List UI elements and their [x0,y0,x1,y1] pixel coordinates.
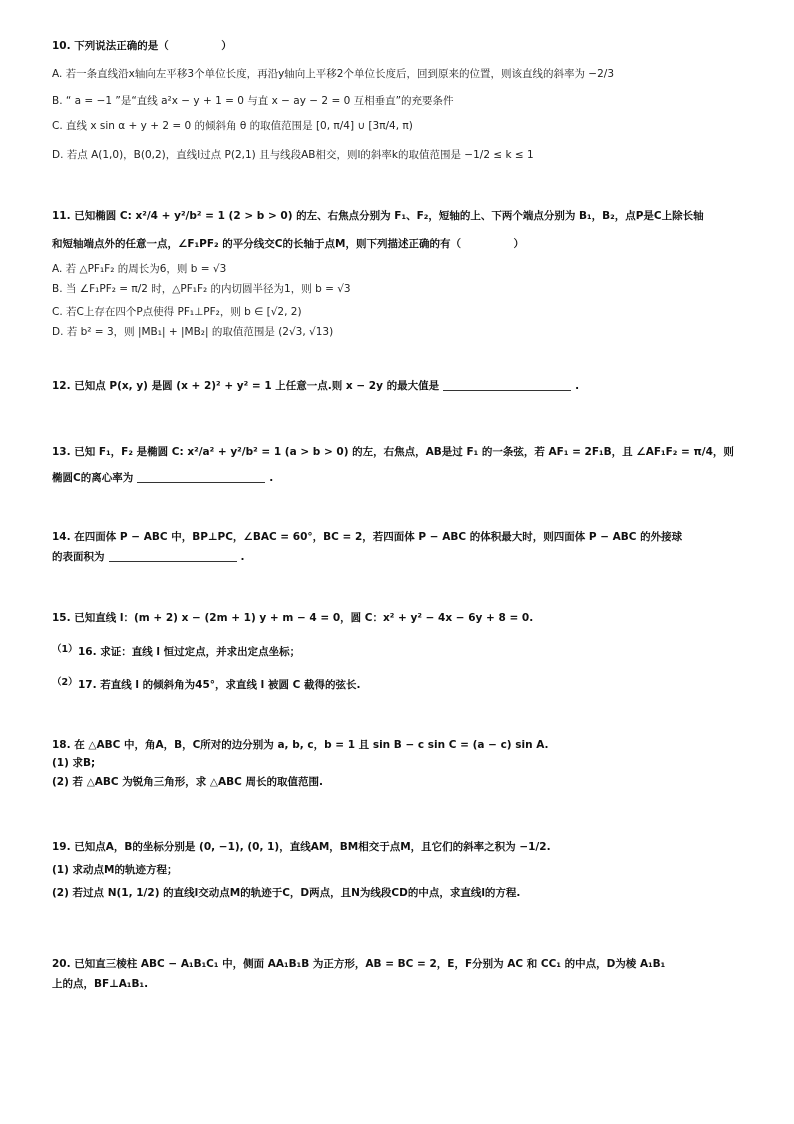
q12-text: 12. 已知点 P(x, y) 是圆 (x + 2)² + y² = 1 上任意一点.则 x − 2y 的最大值是 [52,380,440,392]
q11-option-b: B. 当 ∠F₁PF₂ = π/2 时，△PF₁F₂ 的内切圆半径为1，则 b = √3 [52,283,351,295]
q18-part2: (2) 若 △ABC 为锐角三角形，求 △ABC 周长的取值范围. [52,776,323,788]
q14-line2 [52,549,754,565]
q20-line2: 上的点，BF⊥A₁B₁. [52,978,149,990]
q19-part1: (1) 求动点M的轨迹方程； [52,864,178,876]
q10-option-d: D. 若点 A(1,0)，B(0,2)，直线l过点 P(2,1) 且与线段AB相交，则l的斜率k的取值范围是 −1/2 ≤ k ≤ 1 [52,149,534,161]
q15-part1 [52,642,754,660]
q15-part1-number: （1） [52,644,78,655]
q11-option-c: C. 若C上存在四个P点使得 PF₁⊥PF₂，则 b ∈ [√2, 2) [52,306,302,318]
q11-option-a: A. 若 △PF₁F₂ 的周长为6，则 b = √3 [52,263,227,275]
q10-option-b: B. “ a = −1 ”是“直线 a²x − y + 1 = 0 与直 x − ay − 2 = 0 互相垂直”的充要条件 [52,95,454,107]
q20-line1: 20. 已知直三棱柱 ABC − A₁B₁C₁ 中，侧面 AA₁B₁B 为正方形，AB = BC = 2，E，F分别为 AC 和 CC₁ 的中点，D为棱 A₁B₁ [52,958,666,970]
q19-stem: 19. 已知点A，B的坐标分别是 (0, −1), (0, 1)，直线AM，BM相交于点M，且它们的斜率之积为 −1/2. [52,841,551,853]
q12 [52,378,754,394]
q15-stem: 15. 已知直线 l：(m + 2) x − (2m + 1) y + m − 4 = 0，圆 C：x² + y² − 4x − 6y + 8 = 0. [52,612,534,624]
q15-part2-text: 17. 若直线 l 的倾斜角为45°，求直线 l 被圆 C 截得的弦长. [78,679,361,691]
q10-stem: 10. 下列说法正确的是（ ） [52,40,232,52]
q14-end: . [240,551,245,563]
q11-stem-line1: 11. 已知椭圆 C: x²/4 + y²/b² = 1 (2 > b > 0) 的左、右焦点分别为 F₁、F₂，短轴的上、下两个端点分别为 B₁，B₂，点P是C上除长轴 [52,210,704,222]
q12-end: . [575,380,580,392]
q13-line1: 13. 已知 F₁，F₂ 是椭圆 C: x²/a² + y²/b² = 1 (a > b > 0) 的左，右焦点，AB是过 F₁ 的一条弦，若 AF₁ = 2F₁B，且 ∠AF₁F₂ = π/4，则 [52,446,734,458]
q15-part2-number: （2） [52,677,78,688]
q10-option-c: C. 直线 x sin α + y + 2 = 0 的倾斜角 θ 的取值范围是 [0, π/4] ∪ [3π/4, π) [52,120,413,132]
q13-text: 椭圆C的离心率为 [52,472,134,484]
q11-stem-line2: 和短轴端点外的任意一点，∠F₁PF₂ 的平分线交C的长轴于点M，则下列描述正确的有（ ） [52,238,524,250]
q14-answer-blank[interactable] [109,549,237,562]
q14-text: 的表面积为 [52,551,105,563]
q18-part1: (1) 求B; [52,757,96,769]
q15-part2 [52,675,754,693]
q19-part2: (2) 若过点 N(1, 1/2) 的直线l交动点M的轨迹于C，D两点，且N为线段CD的中点，求直线l的方程. [52,887,521,899]
q12-answer-blank[interactable] [443,378,571,391]
q13-answer-blank[interactable] [137,470,265,483]
q13-end: . [269,472,274,484]
q11-option-d: D. 若 b² = 3，则 |MB₁| + |MB₂| 的取值范围是 (2√3, √13) [52,326,334,338]
q10-option-a: A. 若一条直线沿x轴向左平移3个单位长度，再沿y轴向上平移2个单位长度后，回到原来的位置，则该直线的斜率为 −2/3 [52,68,614,80]
q13-line2 [52,470,754,486]
q18-stem: 18. 在 △ABC 中，角A，B，C所对的边分别为 a, b, c，b = 1 且 sin B − c sin C = (a − c) sin A. [52,739,549,751]
q15-part1-text: 16. 求证：直线 l 恒过定点，并求出定点坐标； [78,646,301,658]
q14-line1: 14. 在四面体 P − ABC 中，BP⊥PC，∠BAC = 60°，BC = 2，若四面体 P − ABC 的体积最大时，则四面体 P − ABC 的外接球 [52,531,683,543]
